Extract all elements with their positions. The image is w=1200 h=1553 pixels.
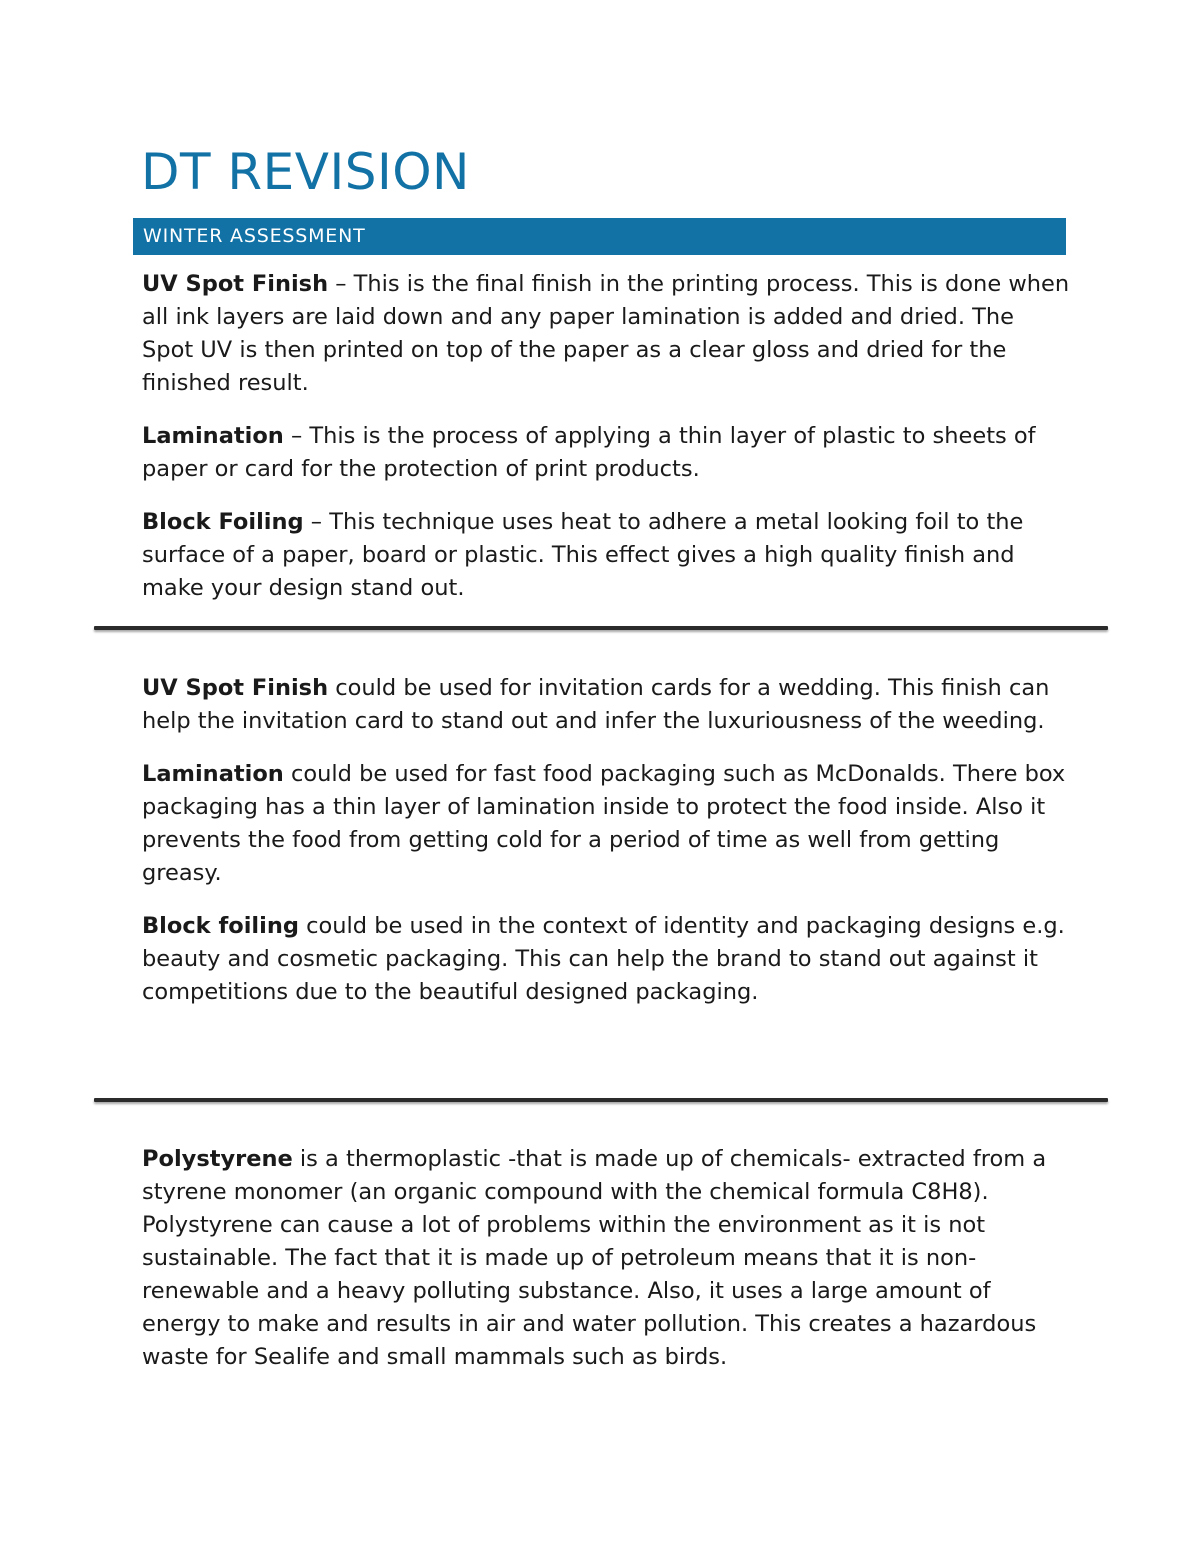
paragraph-text: – This technique uses heat to adhere a metal looking foil to the surface of a paper, board or plastic. This effect gives a high quality finish and make your design stand out. — [142, 509, 1024, 601]
paragraph-lamination-example — [142, 758, 1072, 890]
paragraph-text: – This is the process of applying a thin layer of plastic to sheets of paper or card for the protection of print products. — [142, 423, 1036, 482]
section-divider — [94, 626, 1108, 630]
term-block-foiling: Block foiling — [142, 913, 299, 939]
paragraph-text: could be used in the context of identity and packaging designs e.g. beauty and cosmetic packaging. This can help the brand to stand out against it competitions due to the beautiful designed packaging. — [142, 913, 1065, 1005]
section-finishes-examples — [142, 672, 1072, 1029]
paragraph-lamination-definition — [142, 420, 1072, 486]
paragraph-block-foiling-definition — [142, 506, 1072, 605]
subtitle-banner — [133, 218, 1066, 255]
paragraph-uv-spot-definition — [142, 268, 1072, 400]
term-lamination: Lamination — [142, 423, 284, 449]
term-block-foiling: Block Foiling — [142, 509, 304, 535]
term-uv-spot-finish: UV Spot Finish — [142, 675, 329, 701]
paragraph-block-foiling-example — [142, 910, 1072, 1009]
paragraph-text: – This is the final finish in the printing process. This is done when all ink layers are laid down and any paper lamination is added and dried. The Spot UV is then printed on top of the paper as a clear gloss and dried for the finished result. — [142, 271, 1070, 396]
paragraph-uv-spot-example — [142, 672, 1072, 738]
paragraph-text: could be used for invitation cards for a wedding. This finish can help the invitation card to stand out and infer the luxuriousness of the weeding. — [142, 675, 1050, 734]
term-polystyrene: Polystyrene — [142, 1146, 293, 1172]
term-uv-spot-finish: UV Spot Finish — [142, 271, 329, 297]
term-lamination: Lamination — [142, 761, 284, 787]
section-divider — [94, 1098, 1108, 1102]
paragraph-text: is a thermoplastic -that is made up of chemicals- extracted from a styrene monomer (an organic compound with the chemical formula C8H8). Polystyrene can cause a lot of problems within the environment as it is not sustainable. The fact that it is made up of petroleum means that it is non-renewable and a heavy polluting substance. Also, it uses a large amount of energy to make and results in air and water pollution. This creates a hazardous waste for Sealife and small mammals such as birds. — [142, 1146, 1047, 1370]
subtitle-text: WINTER ASSESSMENT — [143, 225, 366, 247]
section-finishes-definitions — [142, 268, 1072, 625]
section-polystyrene — [142, 1143, 1072, 1394]
paragraph-polystyrene — [142, 1143, 1072, 1374]
page-title: DT REVISION — [141, 143, 470, 201]
paragraph-text: could be used for fast food packaging such as McDonalds. There box packaging has a thin layer of lamination inside to protect the food inside. Also it prevents the food from getting cold for a period of time as well from getting greasy. — [142, 761, 1066, 886]
